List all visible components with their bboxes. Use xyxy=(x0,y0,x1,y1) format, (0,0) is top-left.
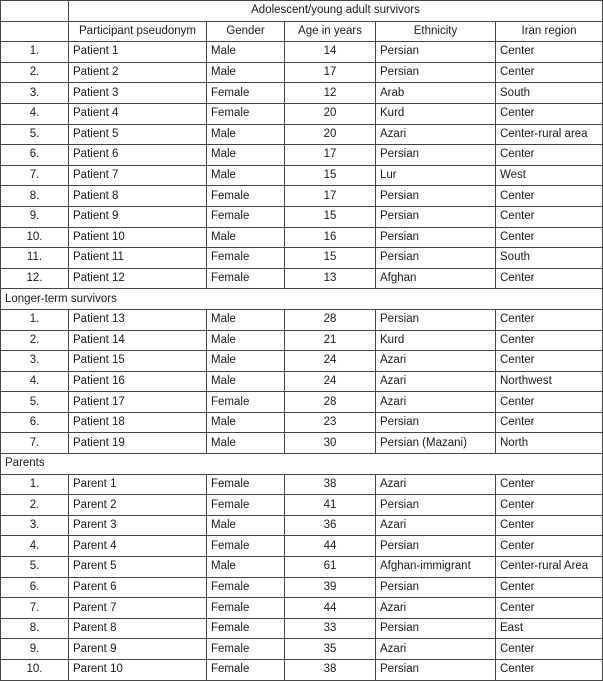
gender-cell: Male xyxy=(207,330,285,351)
iran-region-cell: Center xyxy=(496,62,603,83)
row-number-cell: 12. xyxy=(1,268,69,289)
age-cell: 33 xyxy=(285,618,376,639)
table-row xyxy=(1,598,603,619)
age-cell: 61 xyxy=(285,557,376,578)
participant-pseudonym-cell: Patient 19 xyxy=(69,433,207,454)
row-number-cell: 9. xyxy=(1,206,69,227)
participant-pseudonym-cell: Patient 17 xyxy=(69,392,207,413)
ethnicity-cell: Azari xyxy=(376,598,496,619)
participant-pseudonym-cell: Patient 3 xyxy=(69,83,207,104)
row-number-cell: 3. xyxy=(1,83,69,104)
age-cell: 13 xyxy=(285,268,376,289)
ethnicity-cell: Kurd xyxy=(376,330,496,351)
iran-region-cell: Center xyxy=(496,103,603,124)
column-header-age: Age in years xyxy=(285,21,376,42)
gender-cell: Female xyxy=(207,618,285,639)
row-number-cell: 5. xyxy=(1,392,69,413)
ethnicity-cell: Persian xyxy=(376,660,496,681)
gender-cell: Male xyxy=(207,62,285,83)
participant-pseudonym-cell: Parent 2 xyxy=(69,495,207,516)
row-number-cell: 8. xyxy=(1,186,69,207)
age-cell: 35 xyxy=(285,639,376,660)
table-row xyxy=(1,495,603,516)
row-number-cell: 1. xyxy=(1,309,69,330)
participant-pseudonym-cell: Parent 6 xyxy=(69,577,207,598)
ethnicity-cell: Persian xyxy=(376,412,496,433)
table-row xyxy=(1,557,603,578)
gender-cell: Female xyxy=(207,83,285,104)
iran-region-cell: South xyxy=(496,83,603,104)
participant-pseudonym-cell: Patient 15 xyxy=(69,351,207,372)
row-number-cell: 4. xyxy=(1,536,69,557)
gender-cell: Male xyxy=(207,309,285,330)
age-cell: 28 xyxy=(285,309,376,330)
gender-cell: Male xyxy=(207,371,285,392)
ethnicity-cell: Persian xyxy=(376,62,496,83)
age-cell: 14 xyxy=(285,42,376,63)
age-cell: 30 xyxy=(285,433,376,454)
ethnicity-cell: Afghan-immigrant xyxy=(376,557,496,578)
iran-region-cell: West xyxy=(496,165,603,186)
iran-region-cell: Center xyxy=(496,268,603,289)
table-row xyxy=(1,42,603,63)
iran-region-cell: Center xyxy=(496,577,603,598)
ethnicity-cell: Azari xyxy=(376,371,496,392)
row-number-cell: 5. xyxy=(1,124,69,145)
iran-region-cell: Center xyxy=(496,495,603,516)
participant-pseudonym-cell: Patient 7 xyxy=(69,165,207,186)
table-row xyxy=(1,124,603,145)
row-number-cell: 3. xyxy=(1,515,69,536)
iran-region-cell: Center xyxy=(496,206,603,227)
gender-cell: Female xyxy=(207,536,285,557)
iran-region-cell: Center-rural area xyxy=(496,124,603,145)
gender-cell: Male xyxy=(207,515,285,536)
iran-region-cell: South xyxy=(496,248,603,269)
age-cell: 20 xyxy=(285,124,376,145)
table-row xyxy=(1,248,603,269)
table-row xyxy=(1,186,603,207)
age-cell: 44 xyxy=(285,536,376,557)
age-cell: 12 xyxy=(285,83,376,104)
section-header-row xyxy=(1,454,603,475)
gender-cell: Male xyxy=(207,412,285,433)
age-cell: 39 xyxy=(285,577,376,598)
row-number-cell: 2. xyxy=(1,495,69,516)
row-number-cell: 6. xyxy=(1,577,69,598)
ethnicity-cell: Persian xyxy=(376,145,496,166)
iran-region-cell: Center xyxy=(496,392,603,413)
participant-pseudonym-cell: Patient 11 xyxy=(69,248,207,269)
participant-pseudonym-cell: Patient 12 xyxy=(69,268,207,289)
participant-pseudonym-cell: Patient 16 xyxy=(69,371,207,392)
column-header-pseudonym: Participant pseudonym xyxy=(69,21,207,42)
iran-region-cell: Center xyxy=(496,536,603,557)
table-body xyxy=(1,42,603,680)
table-row xyxy=(1,227,603,248)
gender-cell: Female xyxy=(207,392,285,413)
age-cell: 17 xyxy=(285,186,376,207)
iran-region-cell: Center xyxy=(496,330,603,351)
gender-cell: Female xyxy=(207,186,285,207)
table-title-row xyxy=(1,1,603,22)
ethnicity-cell: Azari xyxy=(376,515,496,536)
row-number-cell: 7. xyxy=(1,165,69,186)
ethnicity-cell: Persian xyxy=(376,309,496,330)
iran-region-cell: Center xyxy=(496,186,603,207)
age-cell: 15 xyxy=(285,206,376,227)
ethnicity-cell: Persian xyxy=(376,186,496,207)
table-row xyxy=(1,660,603,681)
age-cell: 38 xyxy=(285,474,376,495)
section-label: Parents xyxy=(1,454,603,475)
age-cell: 15 xyxy=(285,248,376,269)
gender-cell: Male xyxy=(207,227,285,248)
age-cell: 23 xyxy=(285,412,376,433)
ethnicity-cell: Lur xyxy=(376,165,496,186)
table-row xyxy=(1,392,603,413)
participant-pseudonym-cell: Patient 18 xyxy=(69,412,207,433)
age-cell: 24 xyxy=(285,371,376,392)
age-cell: 24 xyxy=(285,351,376,372)
age-cell: 44 xyxy=(285,598,376,619)
column-header-ethnicity: Ethnicity xyxy=(376,21,496,42)
gender-cell: Male xyxy=(207,124,285,145)
table-row xyxy=(1,577,603,598)
row-number-cell: 2. xyxy=(1,330,69,351)
table-row xyxy=(1,103,603,124)
column-header-row xyxy=(1,21,603,42)
iran-region-cell: Center xyxy=(496,227,603,248)
age-cell: 21 xyxy=(285,330,376,351)
row-number-cell: 7. xyxy=(1,433,69,454)
row-number-cell: 1. xyxy=(1,474,69,495)
age-cell: 41 xyxy=(285,495,376,516)
gender-cell: Female xyxy=(207,495,285,516)
gender-cell: Male xyxy=(207,165,285,186)
participant-pseudonym-cell: Parent 1 xyxy=(69,474,207,495)
iran-region-cell: Center xyxy=(496,42,603,63)
gender-cell: Male xyxy=(207,557,285,578)
iran-region-cell: Center xyxy=(496,660,603,681)
iran-region-cell: Center xyxy=(496,145,603,166)
row-number-cell: 5. xyxy=(1,557,69,578)
iran-region-cell: Center xyxy=(496,412,603,433)
age-cell: 38 xyxy=(285,660,376,681)
iran-region-cell: Center xyxy=(496,474,603,495)
ethnicity-cell: Persian (Mazani) xyxy=(376,433,496,454)
table-row xyxy=(1,515,603,536)
table-row xyxy=(1,83,603,104)
gender-cell: Female xyxy=(207,248,285,269)
iran-region-cell: Northwest xyxy=(496,371,603,392)
participant-pseudonym-cell: Patient 9 xyxy=(69,206,207,227)
age-cell: 36 xyxy=(285,515,376,536)
gender-cell: Female xyxy=(207,639,285,660)
gender-cell: Male xyxy=(207,433,285,454)
gender-cell: Female xyxy=(207,598,285,619)
ethnicity-cell: Azari xyxy=(376,351,496,372)
ethnicity-cell: Persian xyxy=(376,42,496,63)
table-row xyxy=(1,330,603,351)
participant-pseudonym-cell: Patient 14 xyxy=(69,330,207,351)
row-number-cell: 6. xyxy=(1,145,69,166)
ethnicity-cell: Persian xyxy=(376,536,496,557)
row-number-cell: 10. xyxy=(1,227,69,248)
ethnicity-cell: Persian xyxy=(376,227,496,248)
row-number-cell: 8. xyxy=(1,618,69,639)
table-row xyxy=(1,618,603,639)
table-row xyxy=(1,165,603,186)
row-number-cell: 2. xyxy=(1,62,69,83)
row-number-cell: 11. xyxy=(1,248,69,269)
participant-pseudonym-cell: Patient 8 xyxy=(69,186,207,207)
gender-cell: Female xyxy=(207,474,285,495)
ethnicity-cell: Azari xyxy=(376,474,496,495)
ethnicity-cell: Persian xyxy=(376,248,496,269)
age-cell: 17 xyxy=(285,145,376,166)
ethnicity-cell: Persian xyxy=(376,618,496,639)
section-header-row xyxy=(1,289,603,310)
iran-region-cell: Center xyxy=(496,515,603,536)
participant-pseudonym-cell: Patient 13 xyxy=(69,309,207,330)
table-row xyxy=(1,371,603,392)
iran-region-cell: Center xyxy=(496,639,603,660)
gender-cell: Female xyxy=(207,103,285,124)
participant-pseudonym-cell: Patient 1 xyxy=(69,42,207,63)
gender-cell: Female xyxy=(207,577,285,598)
column-header-index xyxy=(1,21,69,42)
table-row xyxy=(1,351,603,372)
ethnicity-cell: Kurd xyxy=(376,103,496,124)
participant-pseudonym-cell: Parent 9 xyxy=(69,639,207,660)
participant-pseudonym-cell: Patient 2 xyxy=(69,62,207,83)
table-row xyxy=(1,268,603,289)
iran-region-cell: East xyxy=(496,618,603,639)
age-cell: 28 xyxy=(285,392,376,413)
row-number-cell: 4. xyxy=(1,103,69,124)
ethnicity-cell: Afghan xyxy=(376,268,496,289)
age-cell: 20 xyxy=(285,103,376,124)
column-header-region: Iran region xyxy=(496,21,603,42)
ethnicity-cell: Azari xyxy=(376,392,496,413)
participant-pseudonym-cell: Patient 10 xyxy=(69,227,207,248)
ethnicity-cell: Azari xyxy=(376,639,496,660)
age-cell: 17 xyxy=(285,62,376,83)
ethnicity-cell: Azari xyxy=(376,124,496,145)
participant-pseudonym-cell: Parent 10 xyxy=(69,660,207,681)
age-cell: 16 xyxy=(285,227,376,248)
participant-pseudonym-cell: Patient 4 xyxy=(69,103,207,124)
table-row xyxy=(1,639,603,660)
table-row xyxy=(1,536,603,557)
row-number-cell: 7. xyxy=(1,598,69,619)
table-row xyxy=(1,474,603,495)
title-spacer-cell xyxy=(1,1,69,22)
participant-pseudonym-cell: Parent 5 xyxy=(69,557,207,578)
column-header-gender: Gender xyxy=(207,21,285,42)
table-row xyxy=(1,412,603,433)
ethnicity-cell: Persian xyxy=(376,495,496,516)
participant-pseudonym-cell: Parent 3 xyxy=(69,515,207,536)
table-row xyxy=(1,433,603,454)
row-number-cell: 1. xyxy=(1,42,69,63)
ethnicity-cell: Persian xyxy=(376,206,496,227)
gender-cell: Male xyxy=(207,145,285,166)
section-label: Longer-term survivors xyxy=(1,289,603,310)
participant-pseudonym-cell: Patient 6 xyxy=(69,145,207,166)
gender-cell: Female xyxy=(207,206,285,227)
table-row xyxy=(1,206,603,227)
iran-region-cell: Center xyxy=(496,309,603,330)
gender-cell: Male xyxy=(207,351,285,372)
participant-pseudonym-cell: Parent 4 xyxy=(69,536,207,557)
table-row xyxy=(1,145,603,166)
iran-region-cell: Center xyxy=(496,598,603,619)
iran-region-cell: North xyxy=(496,433,603,454)
row-number-cell: 9. xyxy=(1,639,69,660)
iran-region-cell: Center-rural Area xyxy=(496,557,603,578)
row-number-cell: 4. xyxy=(1,371,69,392)
age-cell: 15 xyxy=(285,165,376,186)
row-number-cell: 3. xyxy=(1,351,69,372)
participant-pseudonym-cell: Parent 8 xyxy=(69,618,207,639)
ethnicity-cell: Arab xyxy=(376,83,496,104)
ethnicity-cell: Persian xyxy=(376,577,496,598)
row-number-cell: 10. xyxy=(1,660,69,681)
participant-pseudonym-cell: Parent 7 xyxy=(69,598,207,619)
table-title: Adolescent/young adult survivors xyxy=(69,1,603,22)
iran-region-cell: Center xyxy=(496,351,603,372)
gender-cell: Female xyxy=(207,268,285,289)
table-row xyxy=(1,62,603,83)
row-number-cell: 6. xyxy=(1,412,69,433)
participant-pseudonym-cell: Patient 5 xyxy=(69,124,207,145)
gender-cell: Female xyxy=(207,660,285,681)
table-row xyxy=(1,309,603,330)
gender-cell: Male xyxy=(207,42,285,63)
